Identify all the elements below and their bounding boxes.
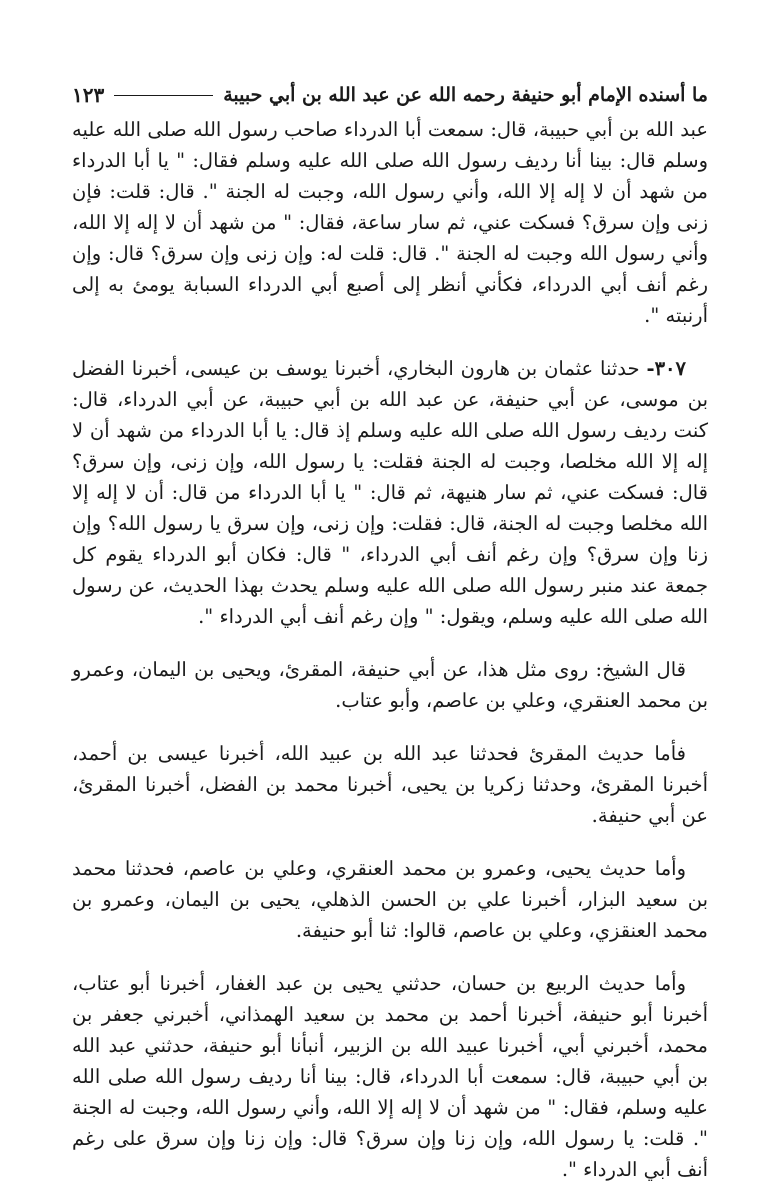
paragraph-text: حدثنا عثمان بن هارون البخاري، أخبرنا يوسف بن عيسى، أخبرنا الفضل بن موسى، عن أبي حنيفة، عن عبد الله بن أبي حبيبة، عن أبي الدرداء، قال: كنت رديف رسول الله صلى الله عليه وسلم إذ قال: يا أبا الدرداء من شهد أن لا إله إلا الله مخلصا، وجبت له الجنة فقلت: يا رسول الله، وإن زنى، وإن سرق؟ قال: فسكت عني، ثم سار هنيهة، ثم قال: " يا أبا الدرداء من قال: أن لا إله إلا الله مخلصا وجبت له الجنة، قال: فقلت: وإن زنى، وإن سرق يا رسول الله؟ وإن زنا وإن سرق؟ وإن رغم أنف أبي الدرداء، " قال: فكان أبو الدرداء يقوم كل جمعة عند منبر رسول الله صلى الله عليه وسلم يحدث بهذا الحديث، عن رسول الله صلى الله عليه وسلم، ويقول: " وإن رغم أنف أبي الدرداء ". — [72, 357, 708, 628]
narration-chain-paragraph — [72, 853, 708, 946]
paragraph-text: فأما حديث المقرئ فحدثنا عبد الله بن عبيد الله، أخبرنا عيسى بن أحمد، أخبرنا المقرئ، وحدثنا زكريا بن يحيى، أخبرنا محمد بن الفضل، أخبرنا المقرئ، عن أبي حنيفة. — [72, 742, 708, 827]
running-header — [72, 78, 708, 112]
paragraph-text: وأما حديث يحيى، وعمرو بن محمد العنقري، وعلي بن عاصم، فحدثنا محمد بن سعيد البزار، أخبرنا علي بن الحسن الذهلي، يحيى بن اليمان، وعمرو بن محمد العنقزي، وعلي بن عاصم، قالوا: ثنا أبو حنيفة. — [72, 857, 708, 942]
book-page — [72, 78, 708, 1185]
paragraph-continuation — [72, 114, 708, 331]
paragraph-text: قال الشيخ: روى مثل هذا، عن أبي حنيفة، المقرئ، ويحيى بن اليمان، وعمرو بن محمد العنقري، وعلي بن عاصم، وأبو عتاب. — [72, 658, 708, 712]
hadith-paragraph — [72, 353, 708, 632]
hadith-number: ٣٠٧- — [646, 357, 686, 380]
narration-note-paragraph — [72, 654, 708, 716]
narration-chain-paragraph — [72, 738, 708, 831]
page-number: ١٢٣ — [72, 83, 105, 107]
header-title: ما أسنده الإمام أبو حنيفة رحمه الله عن عبد الله بن أبي حبيبة — [223, 84, 708, 106]
header-rule — [114, 95, 213, 96]
narration-chain-paragraph — [72, 968, 708, 1185]
paragraph-text: وأما حديث الربيع بن حسان، حدثني يحيى بن عبد الغفار، أخبرنا أبو عتاب، أخبرنا أبو حنيفة، أخبرنا أحمد بن محمد بن سعيد الهمذاني، أخبرني جعفر بن محمد، أخبرني أبي، أخبرنا عبيد الله بن الزبير، أنبأنا أبو حنيفة، حدثني عبد الله بن أبي حبيبة، قال: سمعت أبا الدرداء، قال: بينا أنا رديف رسول الله صلى الله عليه وسلم، فقال: " من شهد أن لا إله إلا الله، وأني رسول الله، وجبت له الجنة ". قلت: يا رسول الله، وإن زنا وإن سرق؟ قال: وإن زنا وإن سرق على رغم أنف أبي الدرداء ". — [72, 972, 708, 1181]
paragraph-text: عبد الله بن أبي حبيبة، قال: سمعت أبا الدرداء صاحب رسول الله صلى الله عليه وسلم قال: بينا أنا رديف رسول الله صلى الله عليه وسلم فقال: " يا أبا الدرداء من شهد أن لا إله إلا الله، وأني رسول الله، وجبت له الجنة ". قال: قلت: فإن زنى وإن سرق؟ فسكت عني، ثم سار ساعة، فقال: " من شهد أن لا إله إلا الله، وأني رسول الله وجبت له الجنة ". قال: قلت له: وإن زنى وإن سرق؟ قال: وإن رغم أنف أبي الدرداء، فكأني أنظر إلى أصبع أبي الدرداء السبابة يومئ به إلى أرنبته ". — [72, 118, 708, 327]
